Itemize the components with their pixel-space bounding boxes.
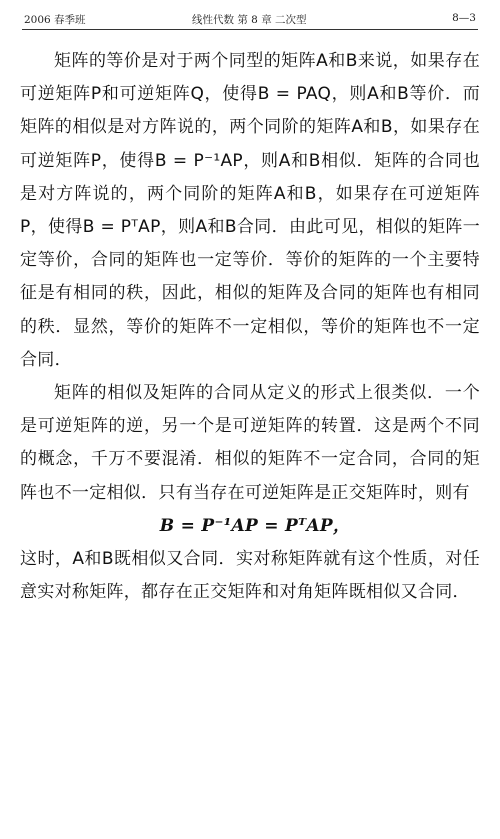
paragraph-equivalence: 矩阵的等价是对于两个同型的矩阵A和B来说，如果存在可逆矩阵P和可逆矩阵Q，使得B = PAQ，则A和B等价．而矩阵的相似是对方阵说的，两个同阶的矩阵A和B，如果存在可逆矩阵P，使得B = P⁻¹AP，则A和B相似．矩阵的合同也是对方阵说的，两个同阶的矩阵A和B，如果存在可逆矩阵P，使得B = PᵀAP，则A和B合同．由此可见，相似的矩阵一定等价，合同的矩阵也一定等价．等价的矩阵的一个主要特征是有相同的秩，因此，相似的矩阵及合同的矩阵也有相同的秩．显然，等价的矩阵不一定相似，等价的矩阵也不一定合同．: [20, 51, 480, 370]
header-course: 2006 春季班: [24, 14, 86, 26]
paragraph-similarity-congruence: 矩阵的相似及矩阵的合同从定义的形式上很类似．一个是可逆矩阵的逆，另一个是可逆矩阵的转置．这是两个不同的概念，千万不要混淆．相似的矩阵不一定合同，合同的矩阵也不一定相似．只有当存在可逆矩阵是正交矩阵时，则有: [20, 383, 480, 503]
paragraph-conclusion: 这时，A和B既相似又合同．实对称矩阵就有这个性质，对任意实对称矩阵，都存在正交矩阵和对角矩阵既相似又合同．: [20, 549, 480, 603]
header-page-number: 8—3: [452, 12, 476, 24]
body-text: [20, 45, 480, 609]
display-equation: B = P⁻¹AP = PᵀAP，: [159, 515, 351, 536]
header-chapter: 线性代数 第 8 章 二次型: [192, 14, 307, 26]
page-header: [22, 9, 478, 30]
